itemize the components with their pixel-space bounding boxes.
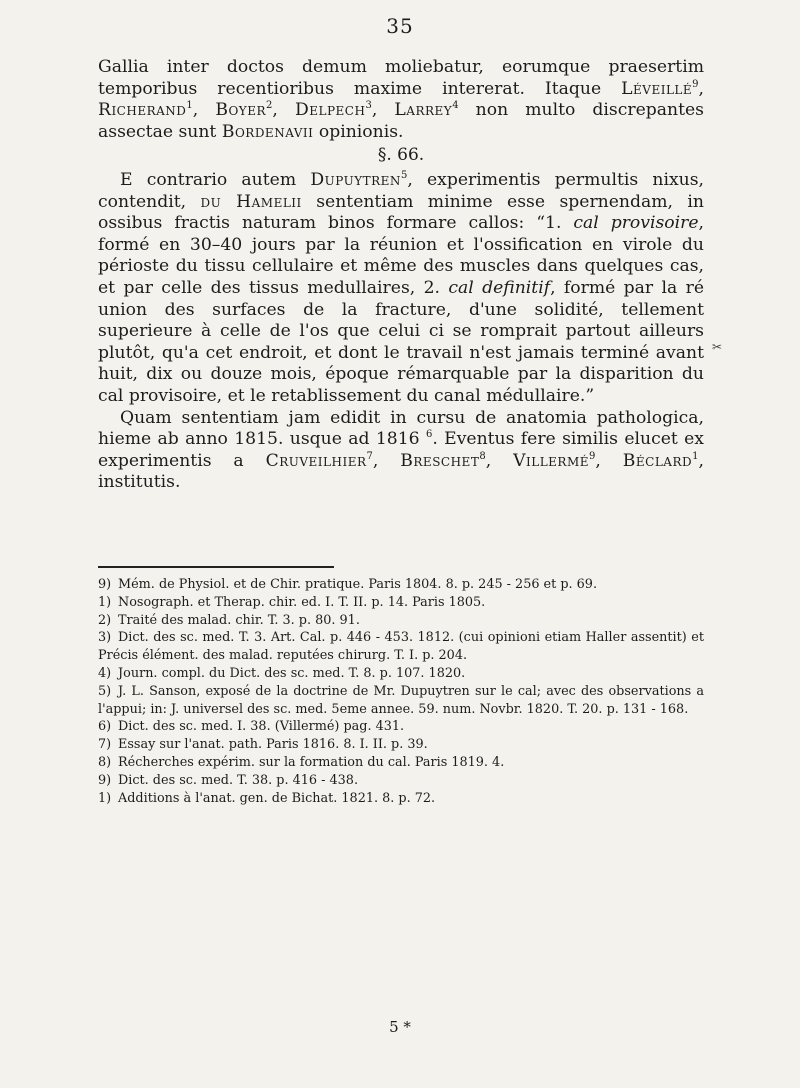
footnote-mark: 1): [98, 594, 112, 610]
text-run: Quam sententiam jam edidit in cursu de anatomia pathologica, hieme ab anno 1815. usque ad 1816: [98, 407, 704, 450]
author-name: Villermé: [513, 450, 590, 471]
paragraph-2: [98, 170, 704, 408]
footnote-mark: 1): [98, 790, 112, 806]
footnote: [98, 736, 704, 754]
italic-term: cal definitif: [448, 277, 551, 298]
author-name: Larrey: [394, 100, 453, 121]
paragraph-1: [98, 57, 704, 143]
footnote-mark: 2): [98, 612, 112, 628]
text-run: ,: [698, 78, 704, 99]
footnote-ref: 1: [186, 100, 193, 112]
footnote-mark: 9): [98, 577, 112, 592]
footnote: [98, 754, 704, 772]
footnote: [98, 629, 704, 665]
text-run: ,: [485, 450, 514, 471]
footnote-mark: 5): [98, 683, 112, 699]
footnote-text: Récherches expérim. sur la formation du cal. Paris 1819. 4.: [118, 754, 505, 770]
text-run: sententiam minime esse spernendam, in ossibus fractis naturam binos formare callos: “1.: [98, 191, 704, 234]
footnote-mark: 7): [98, 737, 112, 753]
footnotes: [98, 576, 704, 807]
footnote-text: Mém. de Physiol. et de Chir. pratique. Paris 1804. 8. p. 245 - 256 et p. 69.: [118, 577, 598, 592]
footnote: [98, 790, 704, 808]
footnote-text: Additions à l'anat. gen. de Bichat. 1821. 8. p. 72.: [118, 790, 436, 806]
author-name: Breschet: [400, 450, 480, 471]
footnote-ref: 9: [692, 78, 699, 90]
text-run: , institutis.: [98, 450, 704, 493]
author-name: Léveillé: [621, 78, 693, 99]
text-run: ,: [595, 450, 623, 471]
footnote-text: Journ. compl. du Dict. des sc. med. T. 8. p. 107. 1820.: [118, 665, 466, 681]
footnote-text: Traité des malad. chir. T. 3. p. 80. 91.: [118, 612, 360, 628]
text-run: , experimentis permultis nixus, contendit,: [98, 169, 704, 212]
text-run: ,: [272, 100, 295, 121]
text-run: non multo discrepantes assectae sunt: [98, 100, 704, 142]
text-run: E contrario autem: [120, 169, 311, 190]
signature-mark: 5 *: [389, 1018, 411, 1036]
footnote-mark: 6): [98, 719, 112, 735]
author-name: Bordenavii: [221, 121, 314, 142]
footnote-text: Dict. des sc. med. I. 38. (Villermé) pag. 431.: [118, 719, 405, 735]
footnote-mark: 8): [98, 754, 112, 770]
footnote: [98, 576, 704, 594]
text-run: ,: [372, 450, 401, 471]
page-number: 35: [386, 14, 414, 38]
footnote-ref: 6: [425, 429, 433, 441]
footnote-ref: 8: [479, 450, 486, 462]
footnote-text: Nosograph. et Therap. chir. ed. I. T. II. p. 14. Paris 1805.: [118, 594, 486, 610]
author-name: du Hamelii: [200, 191, 302, 212]
footnote: [98, 772, 704, 790]
footnote: [98, 665, 704, 683]
footnote: [98, 594, 704, 612]
main-text: [98, 57, 704, 494]
footnote-ref: 1: [692, 450, 699, 462]
author-name: Richerand: [98, 100, 187, 121]
text-run: , formé par la ré union des surfaces de la fracture, d'une solidité, tellement superieure à celle de l'os que celui ci se romprait partout ailleurs plutôt, qu'a cet endroit, et dont le travail n'est jamais terminé avant huit, dix ou douze mois, époque rémarquable par la disparition du cal provisoire, et le retablissement du canal médullaire.”: [98, 277, 705, 406]
footnote-text: J. L. Sanson, exposé de la doctrine de Mr. Dupuytren sur le cal; avec des observations a l'appui; in: J. universel des sc. med. 5eme annee. 59. num. Novbr. 1820. T. 20. p. 131 - 168.: [98, 683, 704, 717]
footnote: [98, 718, 704, 736]
footnote-ref: 2: [266, 100, 273, 112]
text-run: opinionis.: [313, 121, 404, 142]
section-heading: §. 66.: [377, 145, 425, 166]
footnote-mark: 9): [98, 772, 112, 788]
footnote: [98, 612, 704, 630]
author-name: Béclard: [622, 450, 693, 471]
text-run: ,: [192, 100, 216, 121]
author-name: Cruveilhier: [265, 450, 367, 471]
footnote: [98, 683, 704, 719]
text-run: . Eventus fere similis elucet ex experimentis a: [98, 429, 704, 471]
footnote-ref: 3: [365, 100, 372, 112]
paragraph-3: [98, 408, 704, 494]
footnote-text: Dict. des sc. med. T. 3. Art. Cal. p. 446 - 453. 1812. (cui opinioni etiam Haller assentit) et Précis élément. des malad. reputées chirurg. T. I. p. 204.: [98, 630, 704, 664]
footnote-ref: 5: [400, 169, 408, 181]
margin-mark-icon: ✂: [712, 340, 723, 354]
footnote-ref: 4: [452, 100, 459, 112]
author-name: Delpech: [294, 100, 366, 121]
footnote-ref: 9: [589, 450, 596, 462]
footnote-text: Essay sur l'anat. path. Paris 1816. 8. I. II. p. 39.: [118, 737, 428, 753]
author-name: Boyer: [215, 100, 267, 121]
footnote-mark: 3): [98, 630, 112, 646]
italic-term: cal provisoire: [573, 213, 699, 234]
text-run: ,: [371, 100, 395, 121]
footnote-text: Dict. des sc. med. T. 38. p. 416 - 438.: [118, 772, 359, 788]
footnote-mark: 4): [98, 665, 112, 681]
footnote-divider: [98, 566, 334, 568]
footnote-ref: 7: [366, 450, 373, 462]
text-run: , formé en 30–40 jours par la réunion et l'ossification en virole du périoste du tissu cellulaire et même des muscles dans quelques cas, et par celle des tissus medullaires, 2.: [98, 213, 704, 298]
text-run: Gallia inter doctos demum moliebatur, eorumque praesertim temporibus recentioribus maxime intererat. Itaque: [98, 57, 704, 99]
author-name: Dupuytren: [310, 169, 401, 190]
